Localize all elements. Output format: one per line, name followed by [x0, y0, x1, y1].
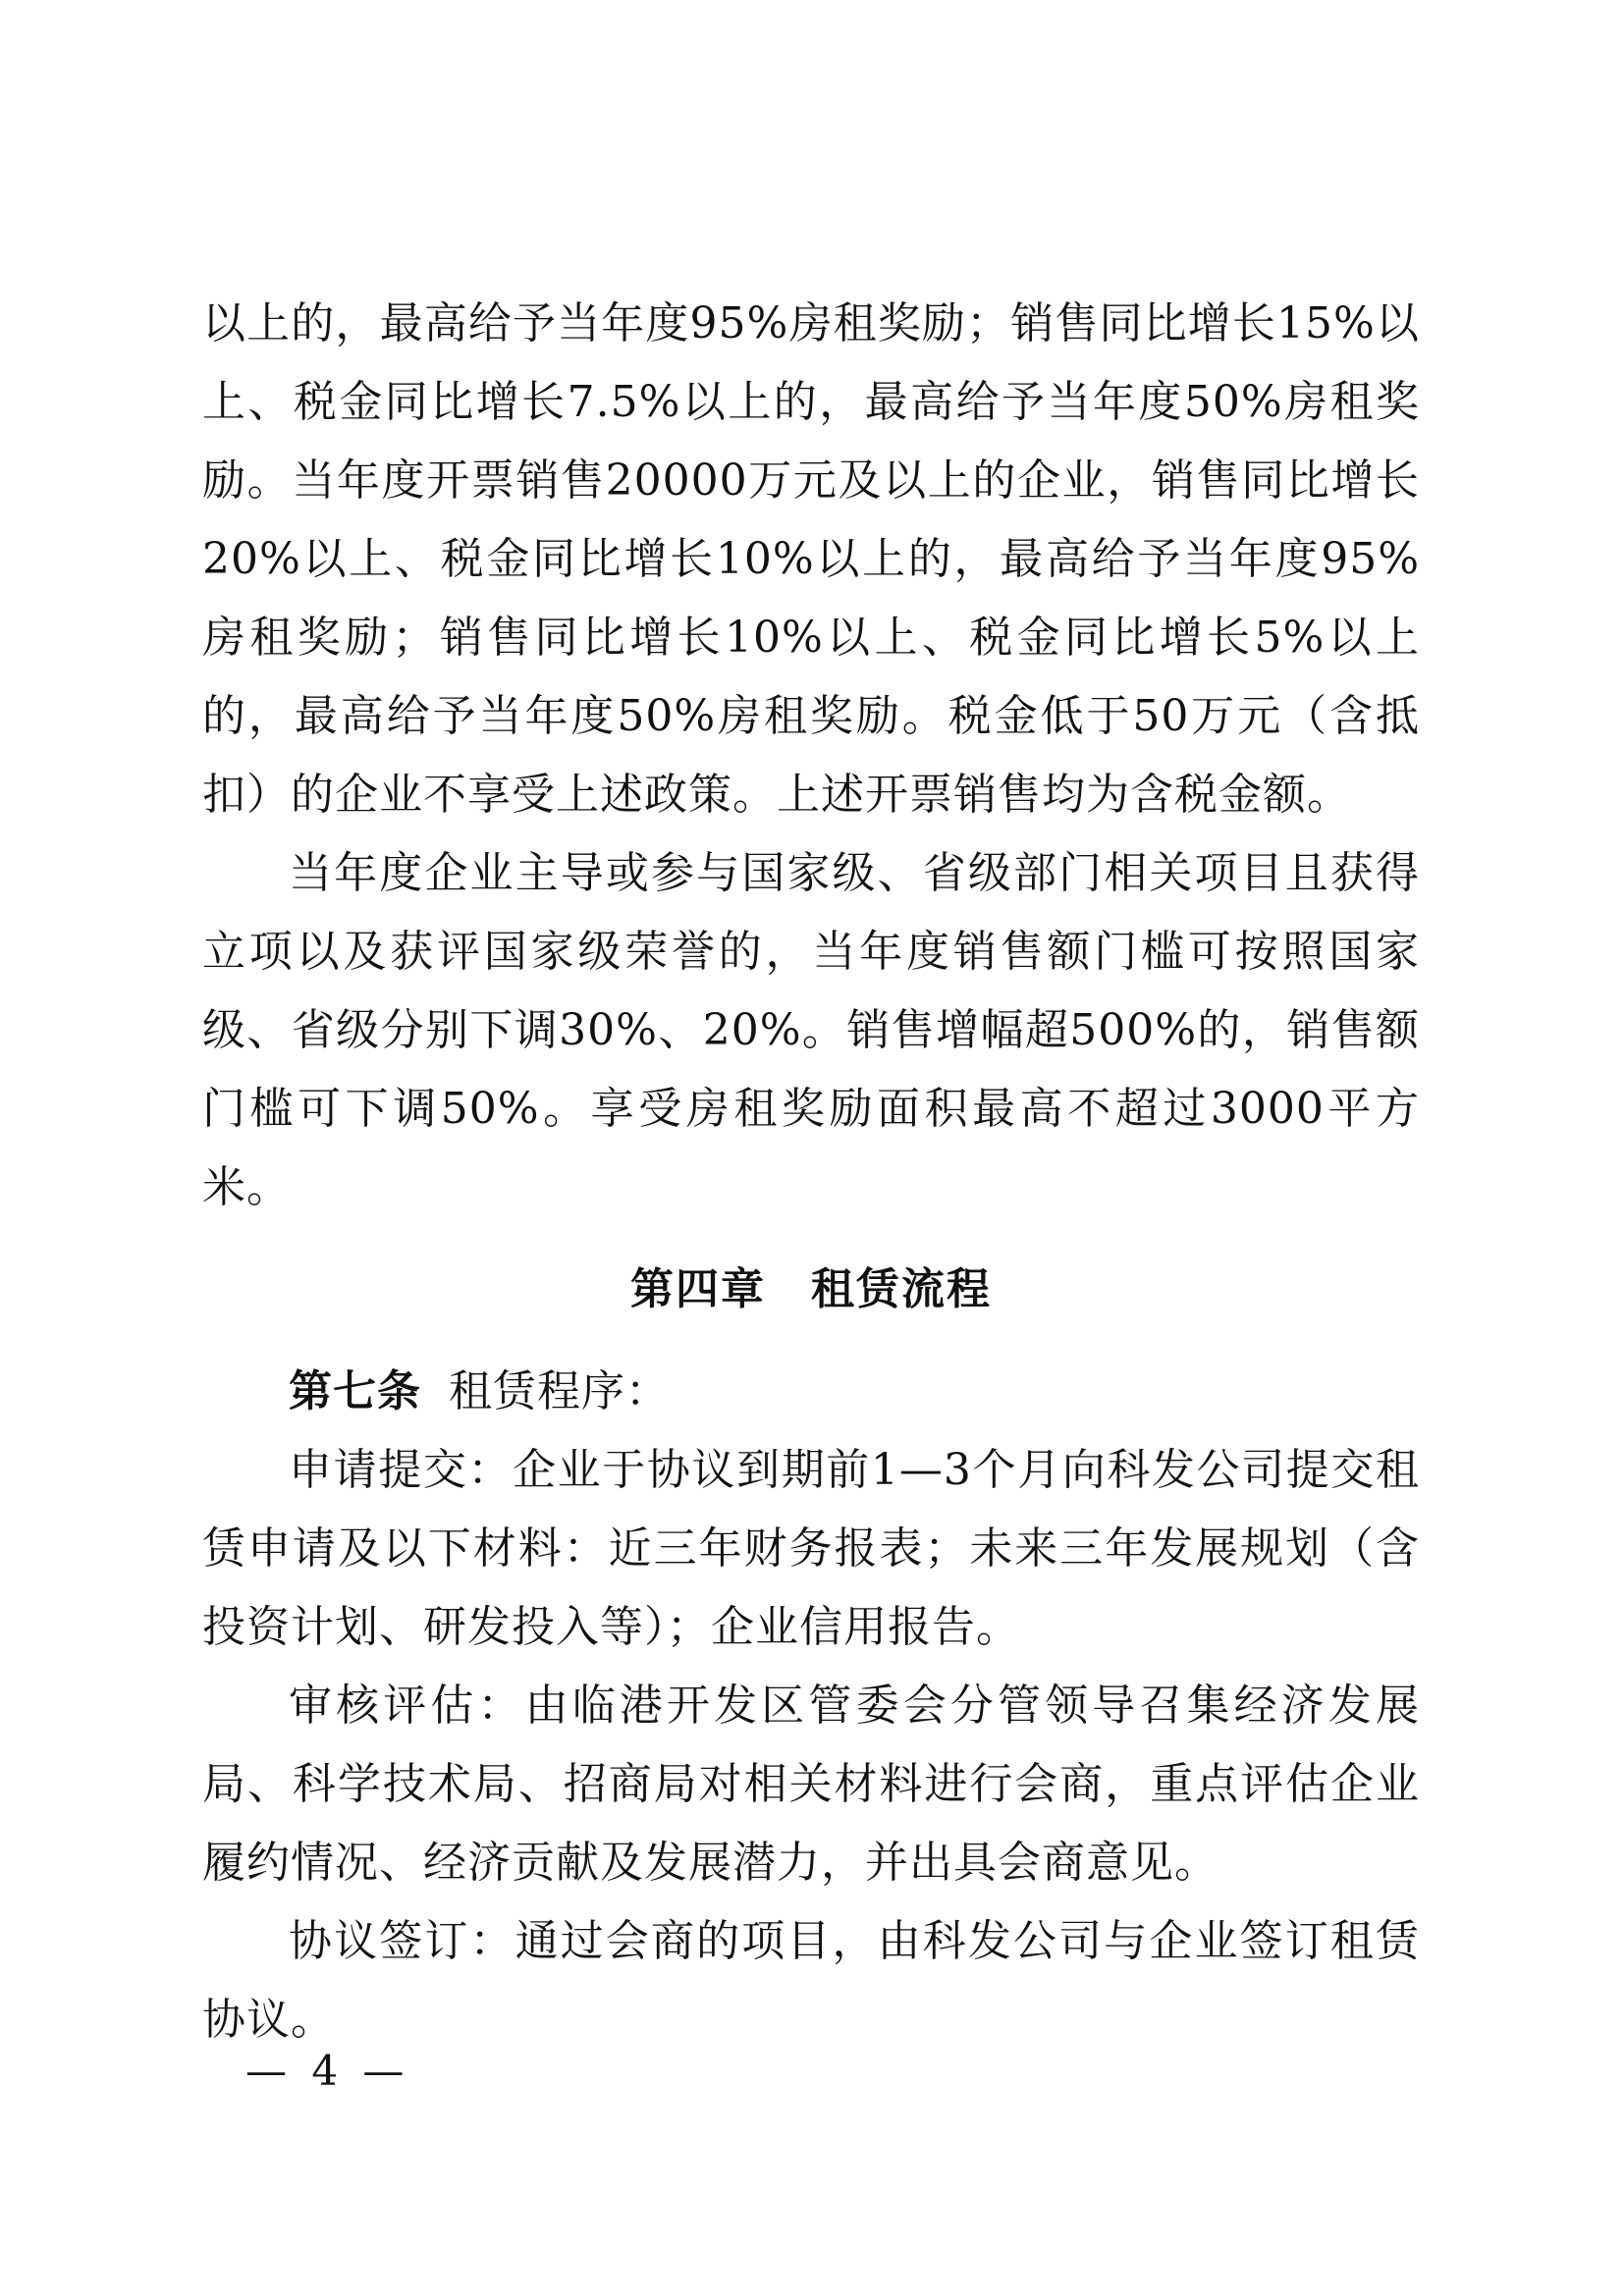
chapter-heading: 第四章 租赁流程	[630, 1264, 992, 1314]
document-body	[202, 285, 1420, 2059]
paragraph-threshold-adjustment: 当年度企业主导或参与国家级、省级部门相关项目且获得立项以及获评国家级荣誉的，当年度销售额门槛可按照国家级、省级分别下调30%、20%。销售增幅超500%的，销售额门槛可下调50%。享受房租奖励面积最高不超过3000平方米。	[202, 848, 1420, 1212]
step-agreement: 协议签订：通过会商的项目，由科发公司与企业签订租赁协议。	[202, 1916, 1420, 2045]
article-label: 第七条	[289, 1366, 421, 1416]
page-number: — 4 —	[245, 2047, 410, 2095]
article-line	[202, 1353, 1420, 1431]
step-application: 申请提交：企业于协议到期前1—3个月向科发公司提交租赁申请及以下材料：近三年财务报表；未来三年发展规划（含投资计划、研发投入等）；企业信用报告。	[202, 1445, 1420, 1652]
article-title: 租赁程序：	[449, 1366, 670, 1416]
paragraph-rent-reward-criteria: 以上的，最高给予当年度95%房租奖励；销售同比增长15%以上、税金同比增长7.5%以上的，最高给予当年度50%房租奖励。当年度开票销售20000万元及以上的企业，销售同比增长20%以上、税金同比增长10%以上的，最高给予当年度95%房租奖励；销售同比增长10%以上、税金同比增长5%以上的，最高给予当年度50%房租奖励。税金低于50万元（含抵扣）的企业不享受上述政策。上述开票销售均为含税金额。	[202, 298, 1420, 820]
step-review: 审核评估：由临港开发区管委会分管领导召集经济发展局、科学技术局、招商局对相关材料进行会商，重点评估企业履约情况、经济贡献及发展潜力，并出具会商意见。	[202, 1681, 1420, 1888]
